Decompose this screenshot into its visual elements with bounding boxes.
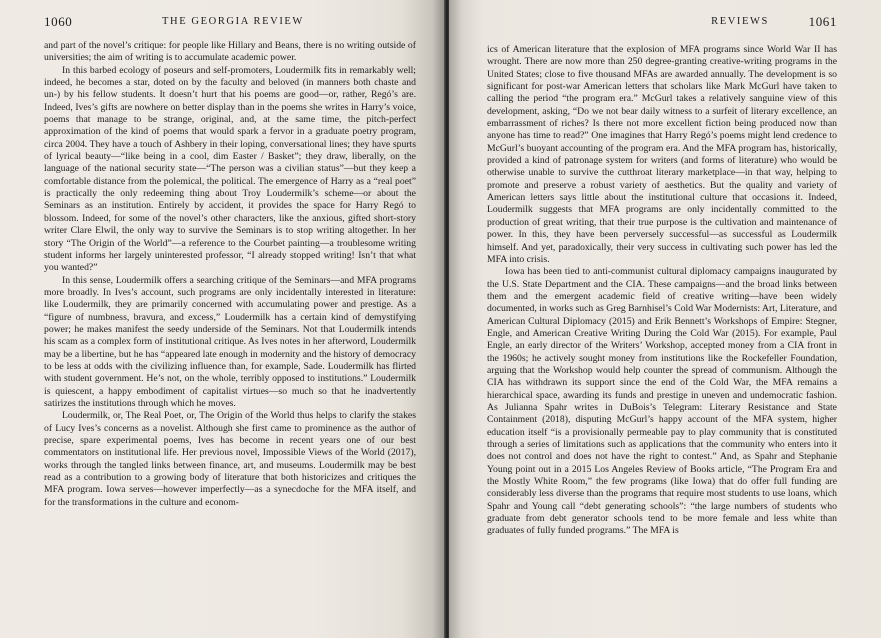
page-number: 1060 <box>44 14 73 29</box>
paragraph: Loudermilk, or, The Real Poet, or, The Origin of the World thus helps to clarify the stakes of Lucy Ives’s concerns as a novelist. Although she first came to prominence as the author of precise, spare experimental poems, Ives has become in recent years one of our best commentators on institutional life. Her previous novel, Impossible Views of the World (2017), works through the tangled links between finance, art, and museums. Loudermilk may be best read as a contribution to a growing body of literature that both historicizes and critiques the MFA program. Iowa serves—however imperfectly—as a synecdoche for the MFA itself, and for the transformations in the culture and econom- <box>44 410 416 508</box>
right-page <box>449 0 881 638</box>
running-head: REVIEWS <box>711 16 769 27</box>
paragraph: and part of the novel’s critique: for people like Hillary and Beans, there is no writing outside of universities; the aim of writing is to accumulate academic power. <box>44 40 416 64</box>
body-text <box>487 44 837 538</box>
running-head: THE GEORGIA REVIEW <box>162 16 304 27</box>
paragraph: In this sense, Loudermilk offers a searching critique of the Seminars—and MFA programs more broadly. In Ives’s account, such programs are only incidentally interested in literature: like Loudermilk, they are primarily concerned with accumulating power and prestige. As a “figure of numbness, bravura, and excess,” Loudermilk has a certain kind of demystifying power; he makes manifest the seedy underside of the Seminars. Not that Loudermilk intends his scam as a complex form of institutional critique. As Ives notes in her afterword, Loudermilk may be a libertine, but he has “appeared late enough in modernity and the history of democracy to be less at odds with the civilizing influence than, for example, Sade. Loudermilk has flirted with student government. He’s not, on the whole, terribly opposed to institutions.” Loudermilk is quiescent, a happy embodiment of capitalist virtues—so much so that he inadvertently satirizes the institutions through which he moves. <box>44 274 416 409</box>
paragraph: Iowa has been tied to anti-communist cultural diplomacy campaigns inaugurated by the U.S. State Department and the CIA. These campaigns—and the broad links between them and the emergent academic field of creative writing—have been widely documented, in works such as Greg Barnhisel’s Cold War Modernists: Art, Literature, and American Cultural Diplomacy (2015) and Erik Bennett’s Workshops of Empire: Stegner, Engle, and American Creative Writing During the Cold War (2015). For example, Paul Engle, an early director of the Writers’ Workshop, accepted money from a CIA front in the 1960s; he actively sought money from institutions like the Rockefeller Foundation, arguing that the Workshop would help counter the spread of communism. Although the CIA has withdrawn its support since the end of the Cold War, the MFA remains a hierarchical space, awarding its funds and prestige in uneven and undemocratic fashion. As Julianna Spahr writes in DuBois’s Telegram: Literary Resistance and State Containment (2018), disputing McGurl’s happy account of the MFA system, higher education itself “is a provisionally permeable pay to play community that is constituted through a series of limitations such as applications that the community who enters into it does not control and does not have the right to contest.” And, as Spahr and Stephanie Young point out in a 2015 Los Angeles Review of Books article, “The Program Era and the Mostly White Room,” the few programs (like Iowa) that do offer full funding are considerably less diverse than the programs that require most students to use loans, which Spahr and Young call “debt generating schools”: “the large numbers of students who graduate from debt generator schools tend to be more female and less white than graduates of fully funded programs.” The MFA is <box>487 266 837 537</box>
page-number: 1061 <box>808 14 837 29</box>
paragraph: ics of American literature that the explosion of MFA programs since World War II has wrought. There are now more than 250 degree-granting creative-writing programs in the United States; close to five thousand MFAs are awarded annually. The development is so significant for post-war American letters that scholars like Mark McGurl have taken to calling the period “the program era.” McGurl takes a relatively sanguine view of this development, asking, “Do we not bear daily witness to a surfeit of literary excellence, an embarrassment of riches? Is there not more excellent fiction being produced now than anyone has time to read?” One imagines that Harry Regó’s poems might lend credence to McGurl’s buoyant accounting of the program era. And the MFA program has, historically, provided a kind of patronage system for writers (and forms of literature) who would be otherwise unable to survive the cutthroat literary marketplace—in that way, helping to promote and preserve a robust variety of aesthetics. But the quality and variety of American letters says little about the institutional culture that occasions it. Indeed, Loudermilk suggests that MFA programs are only incidentally committed to the production of great writing, that their true purpose is the cultivation and maintenance of power. In this, they have been perversely successful—as successful as Loudermilk himself. And yet, paradoxically, their very success in cultivating such power has led the MFA into crisis. <box>487 44 837 265</box>
body-text <box>44 40 416 509</box>
paragraph: In this barbed ecology of poseurs and self-promoters, Loudermilk fits in remarkably well; indeed, he becomes a star, doted on by the faculty and beloved (in manners both chaste and un-) by his fellow students. It doesn’t hurt that his poems are good—or, rather, Regó’s are. Indeed, Ives’s gifts are nowhere on better display than in the poems she writes in Harry’s voice, poems that manage to be strange, original, and, at the same time, the pitch-perfect approximation of the kind of poems that would spark a fervor in a graduate poetry program, circa 2004. They have a touch of Ashbery in their loping, conversational lines; they have spurts of lyrical beauty—“like being in a cool, dim Easter / Basket”; they draw, liberally, on the language of the national security state—“The person was a civilian status”—but they keep a comfortable distance from the polemical, the political. The emergence of Harry as a “real poet” is practically the only redeeming thing about Troy Loudermilk’s scheme—or about the Seminars as an institution. Entirely by accident, it provides the space for Harry Regó to blossom. Indeed, for some of the novel’s other characters, like the anxious, gifted short-story writer Clare Elwil, the only way to survive the Seminars is to stop writing altogether. In her story “The Origin of the World”—a reference to the Courbet painting—a troublesome writing student informs her largely uninterested professor, “I already stopped writing! Isn’t that what you wanted?” <box>44 64 416 274</box>
page-header <box>487 0 837 40</box>
page-header <box>44 0 416 40</box>
